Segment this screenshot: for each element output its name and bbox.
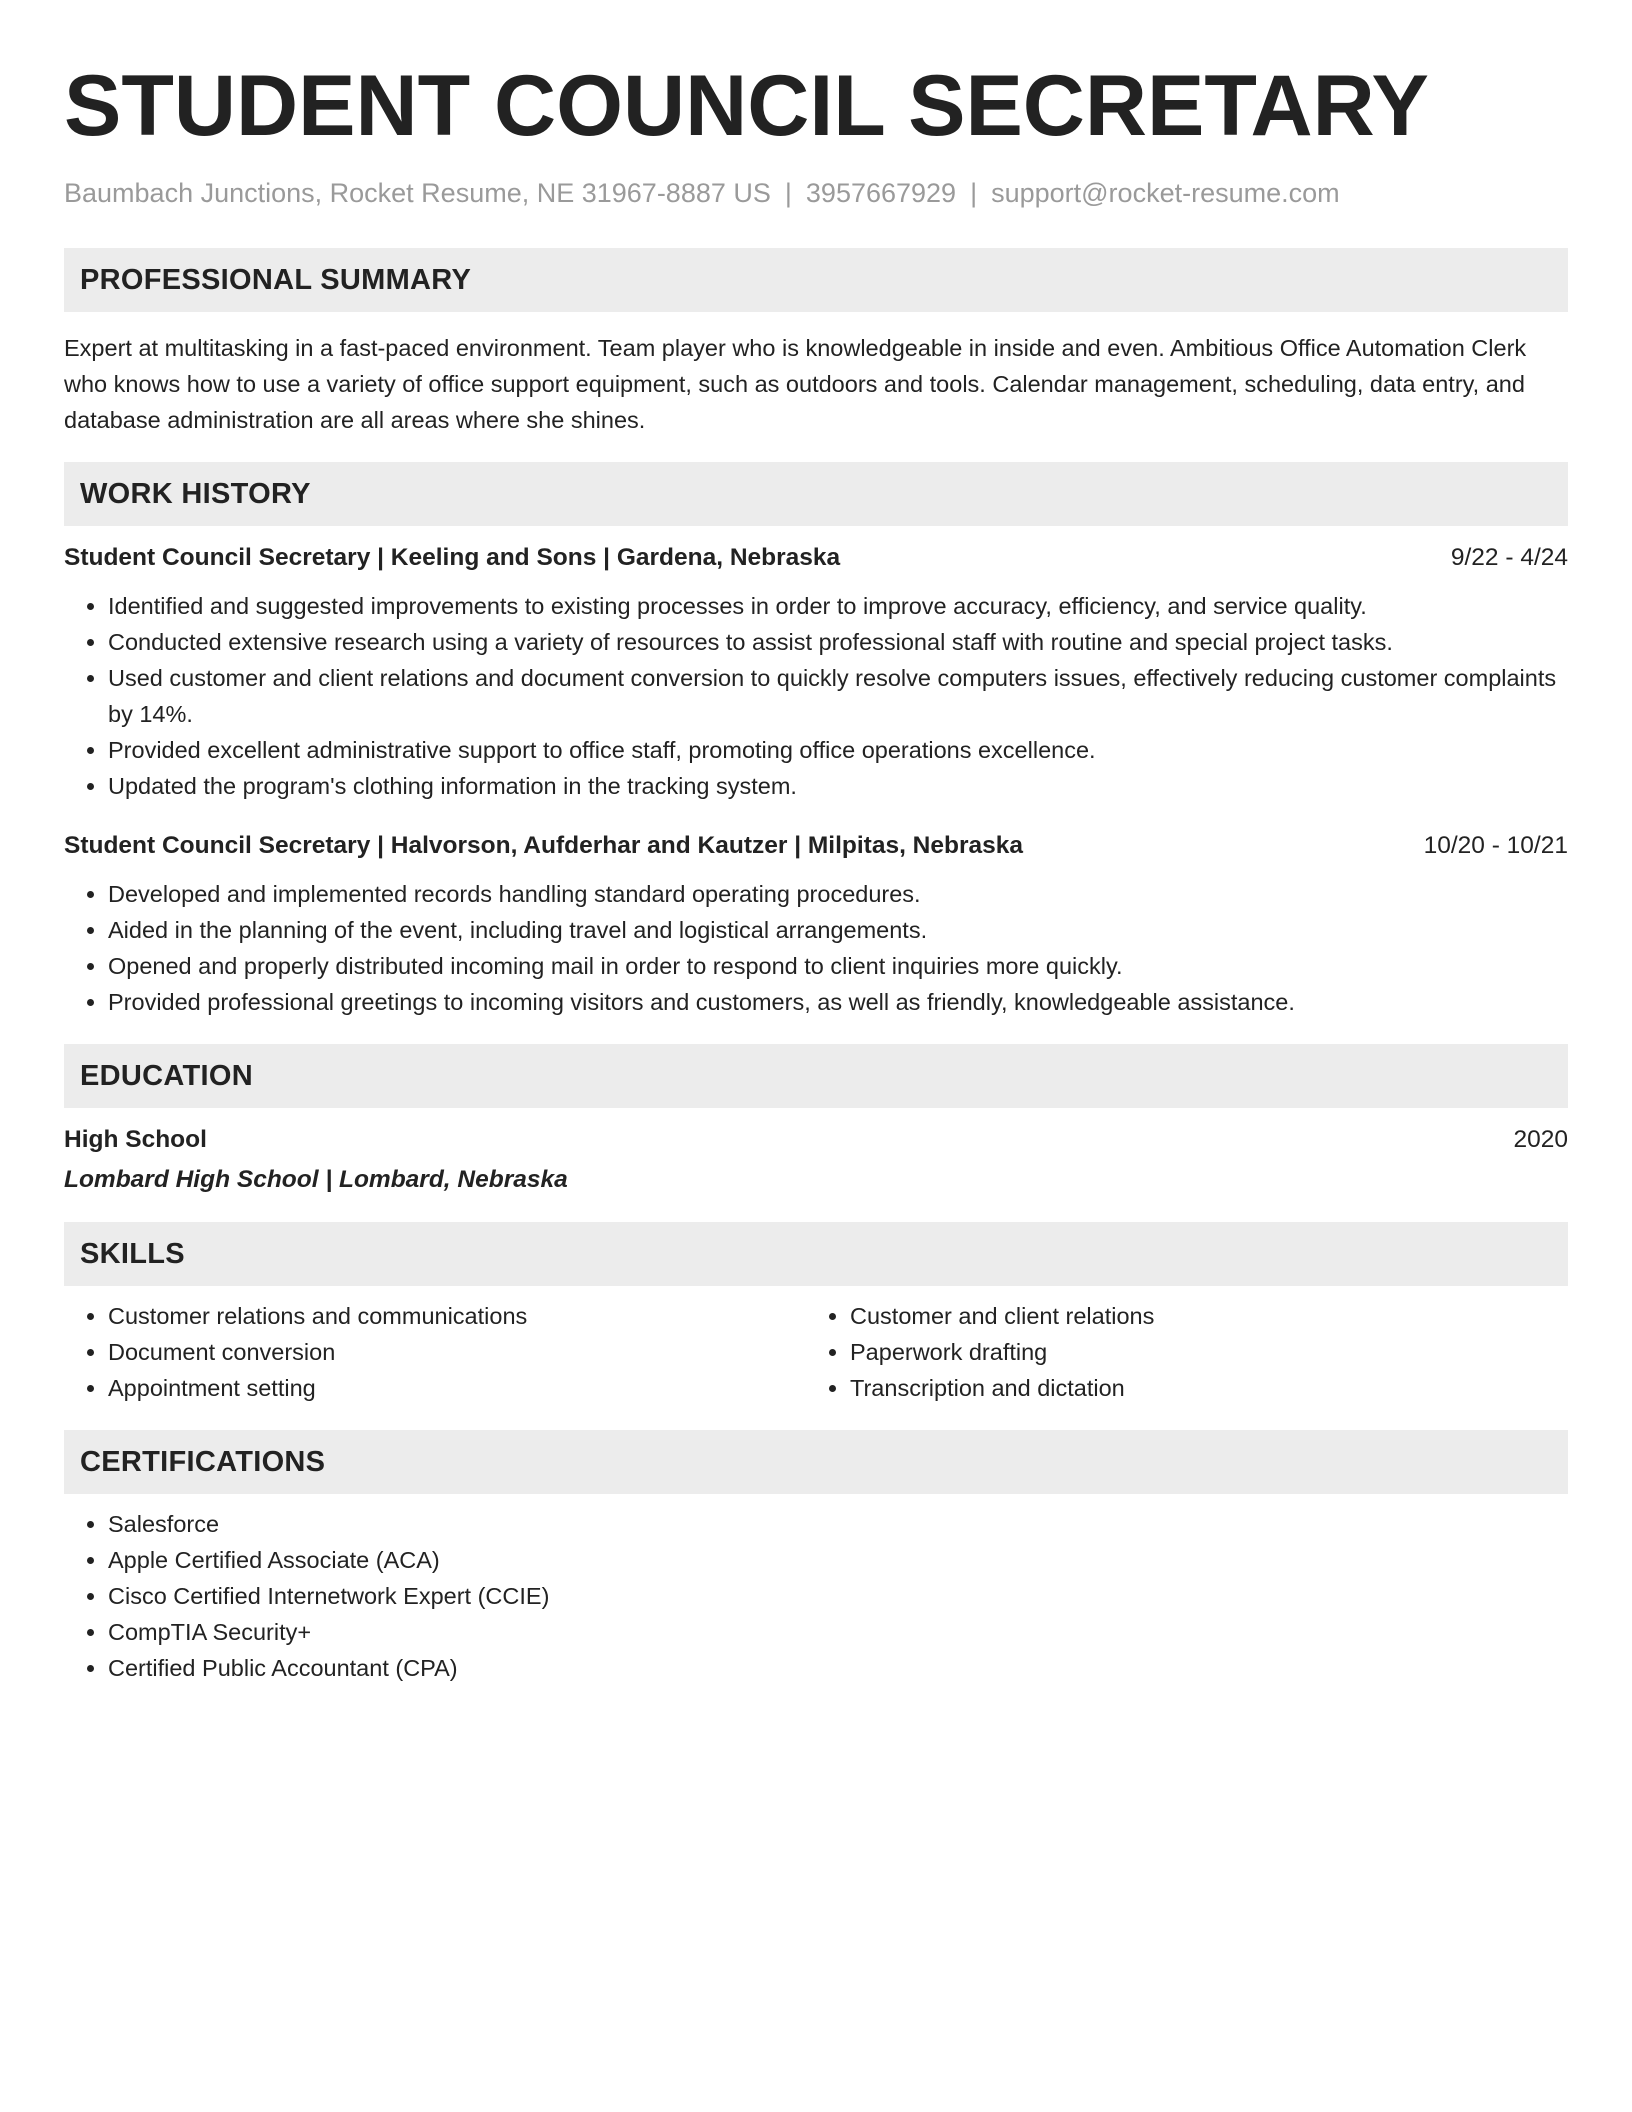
list-item: • Developed and implemented records handling standard operating procedures. xyxy=(108,876,1568,912)
list-item: • Salesforce xyxy=(108,1506,1568,1542)
section-heading-summary: PROFESSIONAL SUMMARY xyxy=(64,248,1568,312)
job-header xyxy=(64,540,1568,576)
contact-email[interactable]: support@rocket-resume.com xyxy=(991,178,1340,208)
list-item: • Paperwork drafting xyxy=(850,1334,1548,1370)
contact-phone: 3957667929 xyxy=(805,178,957,208)
job-bullets xyxy=(64,588,1568,804)
job-dates: 9/22 - 4/24 xyxy=(1450,544,1568,571)
contact-address: Baumbach Junctions, Rocket Resume, NE 31967-8887 US xyxy=(64,178,771,208)
job-title: Student Council Secretary | Keeling and Sons | Gardena, Nebraska xyxy=(64,544,841,571)
education-entry xyxy=(64,1122,1568,1198)
list-item: • Identified and suggested improvements to existing processes in order to improve accuracy, efficiency, and service quality. xyxy=(108,588,1568,624)
job-header xyxy=(64,828,1568,864)
education-header xyxy=(64,1122,1568,1158)
list-item: • Appointment setting xyxy=(108,1370,806,1406)
section-heading-education: EDUCATION xyxy=(64,1044,1568,1108)
list-item: • Apple Certified Associate (ACA) xyxy=(108,1542,1568,1578)
skills-column-right xyxy=(806,1298,1548,1406)
job-entry xyxy=(64,540,1568,804)
resume-title: STUDENT COUNCIL SECRETARY xyxy=(64,58,1429,154)
job-dates: 10/20 - 10/21 xyxy=(1423,832,1568,859)
contact-separator: | xyxy=(784,178,792,208)
job-title: Student Council Secretary | Halvorson, Aufderhar and Kautzer | Milpitas, Nebraska xyxy=(64,832,1024,859)
education-school: Lombard High School | Lombard, Nebraska xyxy=(64,1166,568,1193)
list-item: • Provided professional greetings to incoming visitors and customers, as well as friendly, knowledgeable assistance. xyxy=(108,984,1568,1020)
list-item: • Opened and properly distributed incoming mail in order to respond to client inquiries more quickly. xyxy=(108,948,1568,984)
contact-line xyxy=(64,176,1568,210)
certifications-list xyxy=(64,1506,1568,1686)
job-entry xyxy=(64,828,1568,1020)
skills-column-left xyxy=(64,1298,806,1406)
list-item: • Cisco Certified Internetwork Expert (CCIE) xyxy=(108,1578,1568,1614)
list-item: • Provided excellent administrative support to office staff, promoting office operations excellence. xyxy=(108,732,1568,768)
list-item: • Document conversion xyxy=(108,1334,806,1370)
job-bullets xyxy=(64,876,1568,1020)
section-heading-skills: SKILLS xyxy=(64,1222,1568,1286)
summary-text: Expert at multitasking in a fast-paced environment. Team player who is knowledgeable in inside and even. Ambitious Office Automation Clerk who knows how to use a variety of office support equipment, such as outdoors and tools. Calendar management, scheduling, data entry, and database administration are all areas where she shines. xyxy=(64,335,1527,433)
list-item: • CompTIA Security+ xyxy=(108,1614,1568,1650)
section-heading-work-history: WORK HISTORY xyxy=(64,462,1568,526)
list-item: • Used customer and client relations and document conversion to quickly resolve computers issues, effectively reducing customer complaints by 14%. xyxy=(108,660,1568,732)
section-heading-certifications: CERTIFICATIONS xyxy=(64,1430,1568,1494)
education-year: 2020 xyxy=(1513,1126,1568,1153)
list-item: • Certified Public Accountant (CPA) xyxy=(108,1650,1568,1686)
list-item: • Transcription and dictation xyxy=(850,1370,1548,1406)
resume-page xyxy=(64,0,1568,1686)
list-item: • Aided in the planning of the event, including travel and logistical arrangements. xyxy=(108,912,1568,948)
contact-separator: | xyxy=(970,178,978,208)
list-item: • Customer and client relations xyxy=(850,1298,1548,1334)
list-item: • Updated the program's clothing information in the tracking system. xyxy=(108,768,1568,804)
education-degree: High School xyxy=(64,1126,207,1153)
list-item: • Customer relations and communications xyxy=(108,1298,806,1334)
list-item: • Conducted extensive research using a variety of resources to assist professional staff with routine and special project tasks. xyxy=(108,624,1568,660)
skills-grid xyxy=(64,1298,1568,1406)
